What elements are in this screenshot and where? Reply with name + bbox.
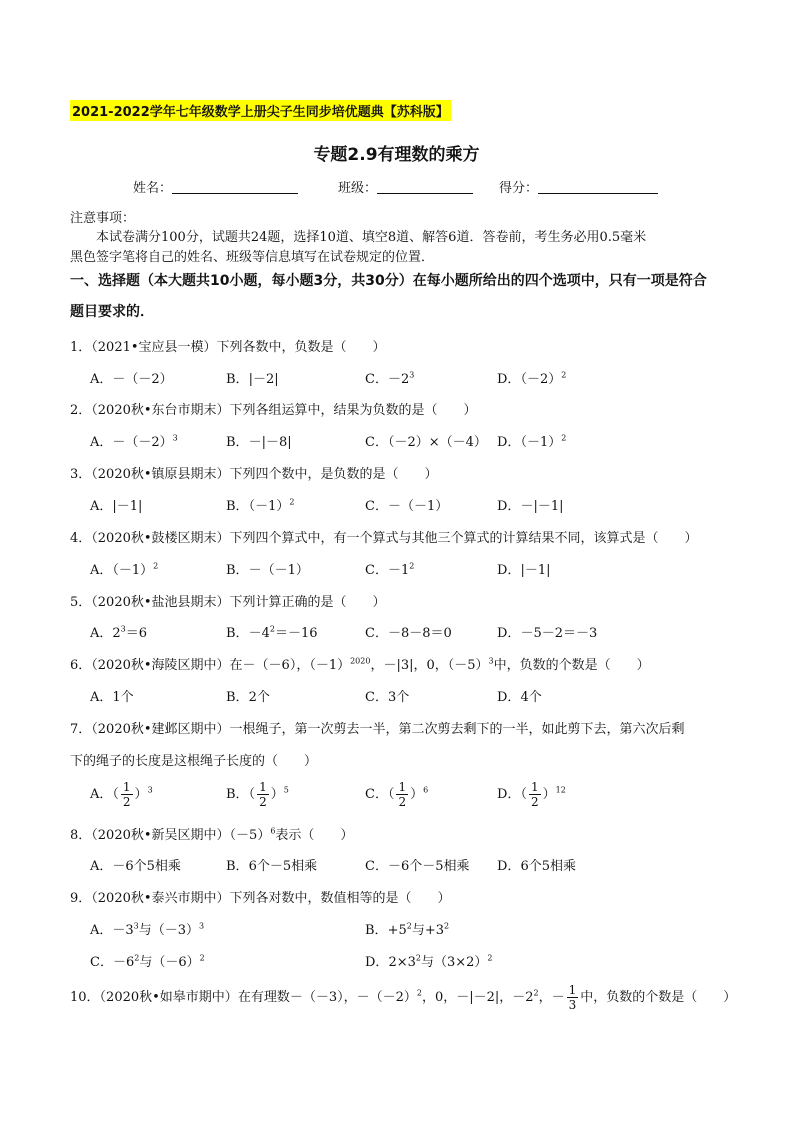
question-7: 7．（2020秋•建邺区期中）一根绳子，第一次剪去一半，第二次剪去剩下的一半，如此剪下去，第六次后剩 bbox=[70, 722, 685, 737]
q-stem: 下列计算正确的是（ ） bbox=[229, 595, 386, 610]
option-b[interactable]: B．2个 bbox=[226, 690, 270, 705]
option-b[interactable]: B．$-4^2=-16$ bbox=[226, 624, 318, 641]
question-10: 10．（2020秋•如皋市期中）在有理数－（－3），$-(-2)^2$，0，－|－2|，$-2^2$，－ $\frac{1}{3}$ 中，负数的个数是（ ） bbox=[70, 983, 737, 1012]
option-a[interactable]: A．－（－2） bbox=[90, 372, 173, 387]
option-a[interactable]: A．－6个5相乘 bbox=[90, 859, 181, 874]
question-2: 2．（2020秋•东台市期末）下列各组运算中，结果为负数的是（ ） bbox=[70, 403, 477, 418]
fraction-one-half: $\frac{1}{2}$ bbox=[259, 780, 267, 809]
option-b[interactable]: B．（ $\frac{1}{2}$ ）$^5$ bbox=[226, 780, 289, 809]
q-source: （2020秋•如皋市期中） bbox=[99, 990, 238, 1005]
option-d[interactable]: D．$2\times 3^2$与$(3\times 2)^2$ bbox=[365, 953, 493, 970]
question-1 bbox=[70, 336, 730, 355]
series-title: 2021-2022学年七年级数学上册尖子生同步培优题典【苏科版】 bbox=[70, 100, 451, 121]
question-5: 5．（2020秋•盐池县期末）下列计算正确的是（ ） bbox=[70, 595, 386, 610]
option-c[interactable]: C．$-2^3$ bbox=[365, 370, 415, 387]
option-d[interactable]: D．|－1| bbox=[497, 563, 551, 578]
option-a[interactable]: A．$-3^3$与$(-3)^3$ bbox=[90, 921, 205, 938]
option-c[interactable]: C．3个 bbox=[365, 690, 410, 705]
notice-line-2: 黑色签字笔将自己的姓名、班级等信息填写在试卷规定的位置． bbox=[70, 250, 435, 265]
q-source: （2020秋•泰兴市期中） bbox=[91, 891, 230, 906]
option-b[interactable]: B．－|－8| bbox=[226, 435, 292, 450]
options-3 bbox=[90, 495, 730, 513]
option-b[interactable]: B．|－2| bbox=[226, 372, 279, 387]
name-label: 姓名： bbox=[133, 181, 173, 196]
q-source: （2020秋•东台市期末） bbox=[91, 403, 230, 418]
options-2 bbox=[90, 431, 730, 449]
option-b[interactable]: B．$+5^2$与$+3^2$ bbox=[365, 921, 450, 938]
doc-title: 专题2.9有理数的乘方 bbox=[313, 145, 480, 165]
q-stem: 下列四个数中，是负数的是（ ） bbox=[229, 467, 438, 482]
fraction-one-half: $\frac{1}{2}$ bbox=[122, 780, 131, 809]
option-b[interactable]: B．6个－5相乘 bbox=[226, 859, 318, 874]
options-1 bbox=[90, 368, 730, 386]
option-d[interactable]: D．－5－2＝－3 bbox=[497, 626, 598, 641]
section-1-heading bbox=[70, 266, 730, 328]
question-9: 9．（2020秋•泰兴市期中）下列各对数中，数值相等的是（ ） bbox=[70, 891, 451, 906]
q-source: （2020秋•建邺区期中） bbox=[91, 722, 230, 737]
options-4 bbox=[90, 559, 730, 577]
question-8: 8．（2020秋•新吴区期中）$(-5)^6$表示（ ） bbox=[70, 826, 354, 843]
q-source: （2021•宝应县一模） bbox=[91, 340, 217, 355]
options-9-row-1 bbox=[90, 919, 730, 937]
option-b[interactable]: B．$(-1)^2$ bbox=[226, 497, 295, 514]
section-1-line-2: 题目要求的． bbox=[70, 304, 154, 320]
option-c[interactable]: C．－（－1） bbox=[365, 499, 449, 514]
class-field[interactable] bbox=[338, 177, 473, 196]
question-3: 3．（2020秋•镇原县期末）下列四个数中，是负数的是（ ） bbox=[70, 467, 438, 482]
option-a[interactable]: A．1个 bbox=[90, 690, 134, 705]
option-a[interactable]: A．（ $\frac{1}{2}$ ）$^3$ bbox=[90, 780, 153, 809]
question-6: 6．（2020秋•海陵区期中）在－（－6），$(-1)^{2020}$，－|3|，0，$(-5)^3$中，负数的个数是（ ） bbox=[70, 656, 650, 673]
q-source: （2020秋•新吴区期中） bbox=[91, 828, 230, 843]
name-field[interactable] bbox=[133, 177, 298, 196]
q-num: 1． bbox=[70, 340, 92, 355]
option-a[interactable]: A．|－1| bbox=[90, 499, 143, 514]
fraction-one-third: $\frac{1}{3}$ bbox=[568, 983, 577, 1012]
score-label: 得分： bbox=[499, 181, 539, 196]
options-5 bbox=[90, 622, 730, 640]
options-8 bbox=[90, 855, 730, 873]
options-9-row-2 bbox=[90, 951, 730, 969]
section-1-line-1: 一、选择题（本大题共10小题，每小题3分，共30分）在每小题所给出的四个选项中，只有一项是符合 bbox=[70, 273, 707, 289]
q-source: （2020秋•盐池县期末） bbox=[91, 595, 230, 610]
options-6 bbox=[90, 686, 730, 704]
option-c[interactable]: C．（－2）×（－4） bbox=[365, 435, 487, 450]
option-c[interactable]: C．－8－8＝0 bbox=[365, 626, 452, 641]
option-d[interactable]: D．（ $\frac{1}{2}$ ）$^{12}$ bbox=[497, 780, 566, 809]
q-source: （2020秋•镇原县期末） bbox=[91, 467, 230, 482]
score-field[interactable] bbox=[499, 177, 658, 196]
question-4: 4．（2020秋•鼓楼区期末）下列四个算式中，有一个算式与其他三个算式的计算结果不同，该算式是（ ） bbox=[70, 531, 698, 546]
name-blank[interactable] bbox=[172, 181, 298, 194]
q-stem: 下列四个算式中，有一个算式与其他三个算式的计算结果不同，该算式是（ ） bbox=[229, 531, 698, 546]
option-c[interactable]: C．$-6^2$与$(-6)^2$ bbox=[90, 953, 205, 970]
q-stem: 下列各数中，负数是（ ） bbox=[216, 340, 386, 355]
option-c[interactable]: C．（ $\frac{1}{2}$ ）$^6$ bbox=[365, 780, 429, 809]
options-7 bbox=[90, 780, 730, 814]
option-c[interactable]: C．－6个－5相乘 bbox=[365, 859, 470, 874]
option-d[interactable]: D．$(-1)^2$ bbox=[497, 433, 567, 450]
q-stem: 下列各组运算中，结果为负数的是（ ） bbox=[229, 403, 477, 418]
notice-title: 注意事项： bbox=[70, 211, 136, 226]
option-b[interactable]: B．－（－1） bbox=[226, 563, 309, 578]
fraction-one-half: $\frac{1}{2}$ bbox=[398, 780, 407, 809]
option-d[interactable]: D．－|－1| bbox=[497, 499, 564, 514]
option-c[interactable]: C．$-1^2$ bbox=[365, 561, 415, 578]
option-a[interactable]: A．$(-1)^2$ bbox=[90, 561, 159, 578]
option-d[interactable]: D．4个 bbox=[497, 690, 542, 705]
fraction-one-half: $\frac{1}{2}$ bbox=[530, 780, 539, 809]
option-d[interactable]: D．6个5相乘 bbox=[497, 859, 576, 874]
class-label: 班级： bbox=[338, 181, 378, 196]
option-d[interactable]: D．$(-2)^2$ bbox=[497, 370, 567, 387]
q-source: （2020秋•海陵区期中） bbox=[91, 658, 230, 673]
notice-line-1: 本试卷满分100分，试题共24题，选择10道、填空8道、解答6道．答卷前，考生务必用0.5毫米 bbox=[96, 230, 647, 245]
class-blank[interactable] bbox=[377, 181, 473, 194]
q-source: （2020秋•鼓楼区期末） bbox=[91, 531, 230, 546]
option-a[interactable]: A．$-(-2)^3$ bbox=[90, 433, 178, 450]
question-7-line-2: 下的绳子的长度是这根绳子长度的（ ） bbox=[70, 754, 318, 769]
score-blank[interactable] bbox=[538, 181, 658, 194]
option-a[interactable]: A．$2^3=6$ bbox=[90, 624, 148, 641]
